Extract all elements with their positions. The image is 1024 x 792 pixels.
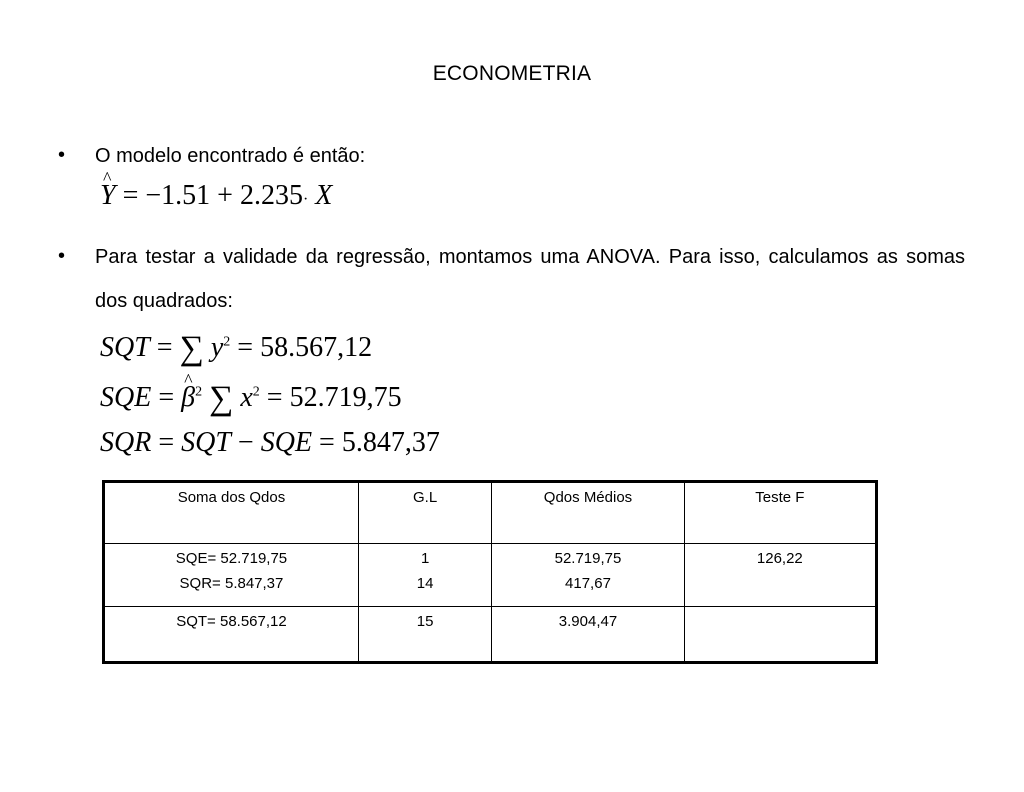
beta-hat: ^ β (181, 382, 195, 414)
cell-soma: SQT= 58.567,12 (104, 607, 359, 663)
cell-soma: SQE= 52.719,75 SQR= 5.847,37 (104, 544, 359, 607)
bullet-text-anova: Para testar a validade da regressão, montamos uma ANOVA. Para isso, calculamos as somas dos quadrados: (95, 246, 965, 312)
intercept-value: −1.51 (145, 180, 211, 211)
page-title: ECONOMETRIA (432, 62, 592, 85)
header-teste-f: Teste F (684, 482, 876, 544)
table-header-row (104, 482, 877, 544)
cell-gl: 1 14 (358, 544, 491, 607)
bullet-marker: • (58, 245, 66, 267)
model-equation: ^ Y = −1.51 + 2.235· X (100, 180, 332, 212)
sqe-equation: SQE = ^ $\beta^2$ ∑ $x^2 = 52.719,75$ (100, 380, 402, 418)
slope-value: 2.235 (239, 180, 303, 211)
header-qdos-medios: Qdos Médios (492, 482, 684, 544)
sqt-value: 58.567,12 (260, 332, 373, 363)
sqe-value: 52.719,75 (289, 382, 402, 413)
x-variable: X (315, 180, 333, 211)
sum-symbol: ∑ (209, 380, 234, 417)
bullet-marker: • (58, 144, 66, 166)
y-hat: ^ Y (100, 180, 116, 212)
anova-table (102, 480, 878, 664)
table-row (104, 607, 877, 663)
table-row (104, 544, 877, 607)
sqr-equation: SQR = SQT − SQE = 5.847,37 (100, 427, 440, 458)
sqt-equation: SQT = ∑ $y^2 = 58.567,12$ (100, 330, 373, 367)
cell-medios: 3.904,47 (492, 607, 684, 663)
sqr-value: 5.847,37 (341, 427, 440, 458)
sum-symbol: ∑ (179, 330, 204, 367)
cell-teste-f: 126,22 (684, 544, 876, 607)
cell-medios: 52.719,75 417,67 (492, 544, 684, 607)
header-soma-dos-qdos: Soma dos Qdos (104, 482, 359, 544)
header-gl: G.L (358, 482, 491, 544)
cell-gl: 15 (358, 607, 491, 663)
cell-teste-f (684, 607, 876, 663)
bullet-text-model: O modelo encontrado é então: (95, 145, 366, 167)
